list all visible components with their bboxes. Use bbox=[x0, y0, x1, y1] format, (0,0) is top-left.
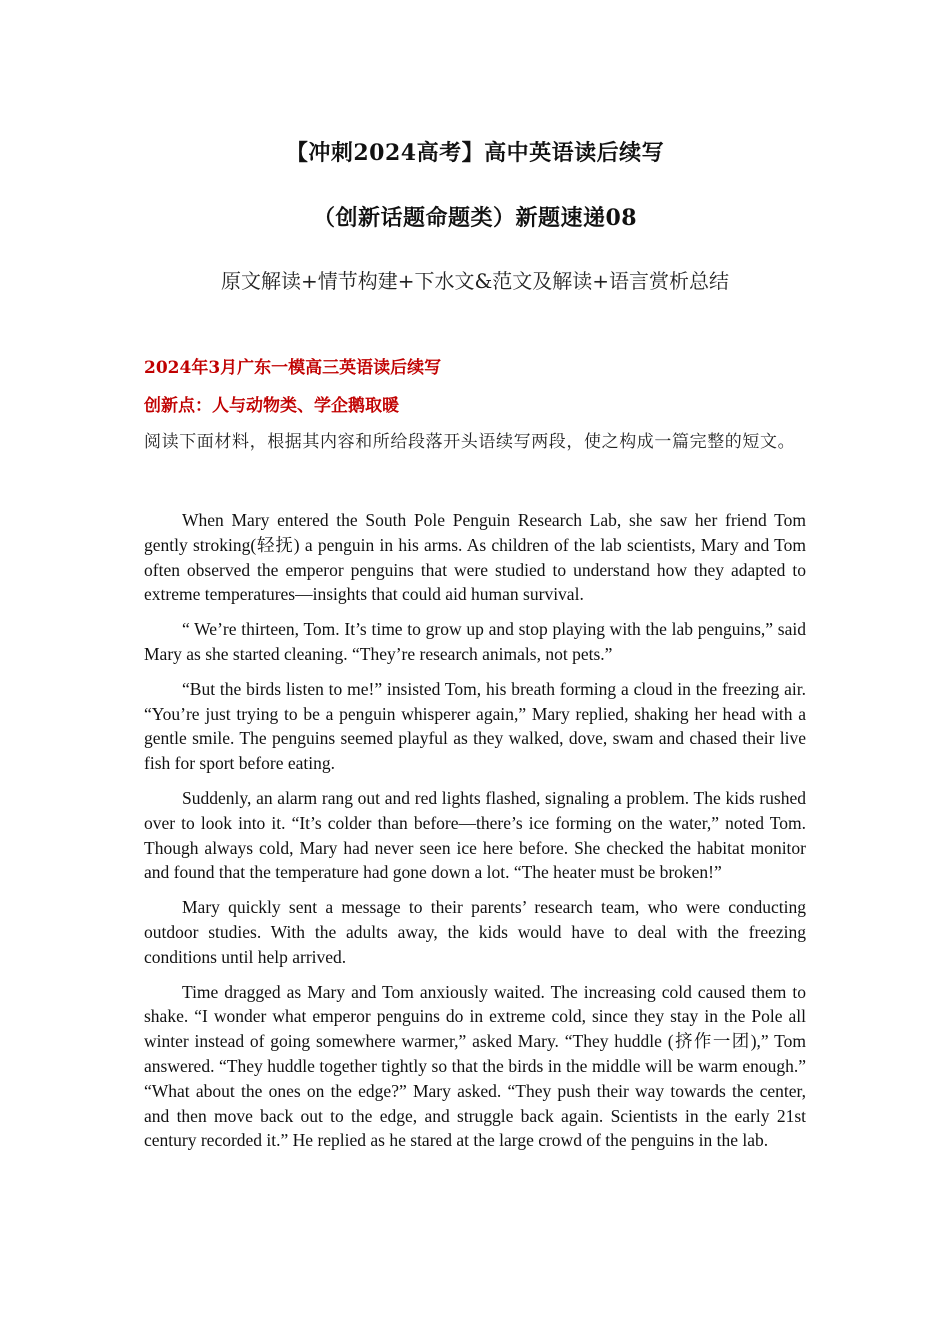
innovation-point-heading: 创新点：人与动物类、学企鹅取暖 bbox=[144, 396, 399, 416]
passage-paragraph: “But the birds listen to me!” insisted Tom, his breath forming a cloud in the freezing air. “You’re just trying to be a penguin whisperer again,” Mary replied, shaking her head with a gentle smile. The penguins seemed playful as they walked, dove, swam and chased their live fish for sport before eating. bbox=[144, 678, 806, 774]
passage-paragraph: When Mary entered the South Pole Penguin Research Lab, she saw her friend Tom gently stroking(轻抚) a penguin in his arms. As children of the lab scientists, Mary and Tom often observed the emperor penguins that were studied to understand how they adapted to extreme temperatures—insights that could aid human survival. bbox=[144, 510, 806, 605]
reading-passage bbox=[144, 508, 806, 1163]
passage-paragraph: Suddenly, an alarm rang out and red lights flashed, signaling a problem. The kids rushed over to look into it. “It’s colder than before—there’s ice forming on the water,” noted Tom. Though always cold, Mary had never seen ice here before. She checked the habitat monitor and found that the temperature had gone down a lot. “The heater must be broken!” bbox=[144, 787, 806, 883]
document-title-line2: （创新话题命题类）新题速递08 bbox=[312, 205, 638, 231]
passage-paragraph: Time dragged as Mary and Tom anxiously waited. The increasing cold caused them to shake. “I wonder what emperor penguins do in extreme cold, since they stay in the Pole all winter instead of going somewhere warmer,” asked Mary. “They huddle (挤作一团),” Tom answered. “They huddle together tightly so that the birds in the middle will be warm enough.” “What about the ones on the edge?” Mary asked. “They push their way towards the center, and then move back out to the edge, and struggle back again. Scientists in the early 21st century recorded it.” He replied as he stared at the large crowd of the penguins in the lab. bbox=[144, 981, 806, 1151]
document-title: 【冲刺2024高考】高中英语读后续写 bbox=[285, 140, 665, 166]
passage-paragraph: “ We’re thirteen, Tom. It’s time to grow up and stop playing with the lab penguins,” said Mary as she started cleaning. “They’re research animals, not pets.” bbox=[144, 619, 806, 664]
passage-paragraph: Mary quickly sent a message to their parents’ research team, who were conducting outdoor studies. With the adults away, the kids would have to deal with the freezing conditions until help arrived. bbox=[144, 897, 806, 967]
document-subtitle: 原文解读+情节构建+下水文&范文及解读+语言赏析总结 bbox=[220, 269, 730, 293]
exam-source-heading: 2024年3月广东一模高三英语读后续写 bbox=[144, 358, 442, 378]
task-instruction: 阅读下面材料，根据其内容和所给段落开头语续写两段，使之构成一篇完整的短文。 bbox=[144, 432, 796, 452]
